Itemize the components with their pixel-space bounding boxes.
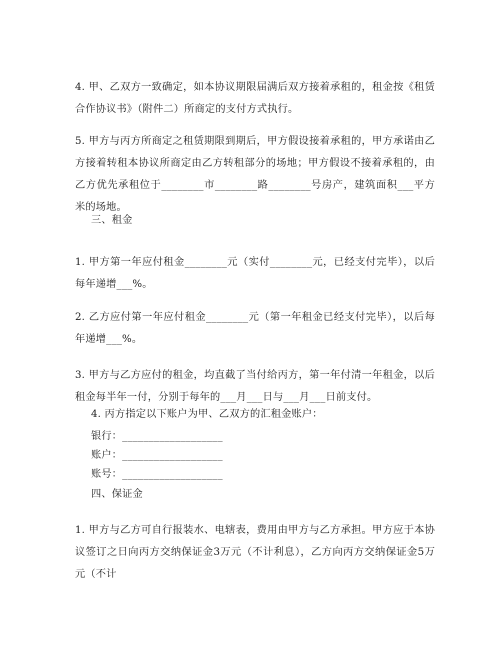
rent-clause-3: 3. 甲方与乙方应付的租金，均直截了当付给丙方，第一年付清一年租金，以后租金每半年一付，分别于每年的___月___日与___月___日前支付。 <box>75 370 435 403</box>
rent-clause-4: 4. 丙方指定以下账户为甲、乙双方的汇租金账户： <box>91 409 323 420</box>
section-3-heading: 三、租金 <box>91 215 133 226</box>
rent-clause-1: 1. 甲方第一年应付租金________元（实付________元，已经支付完毕），以后每年递增___%。 <box>75 257 435 290</box>
deposit-clause-1: 1. 甲方与乙方可自行报装水、电辖表，费用由甲方与乙方承担。甲方应于本协议签订之日向丙方交纳保证金3万元（不计利息），乙方向丙方交纳保证金5万元（不计 <box>75 525 435 580</box>
account-name-field-label: 账户：___________________ <box>91 450 223 461</box>
rent-clause-2: 2. 乙方应付第一年应付租金________元（第一年租金已经支付完毕），以后每年递增___%。 <box>75 312 435 345</box>
bank-field-label: 银行：___________________ <box>91 431 223 442</box>
account-number-field-label: 账号：___________________ <box>91 469 223 480</box>
section-4-heading: 四、保证金 <box>91 489 143 500</box>
clause-5-paragraph: 5. 甲方与丙方所商定之租赁期限到期后，甲方假设接着承租的，甲方承诺由乙方接着转租本协议所商定由乙方转租部分的场地；甲方假设不接着承租的，由乙方优先承租位于________市________路________号房产，建筑面积___平方米的场地。 <box>75 136 435 213</box>
clause-4-paragraph: 4. 甲、乙双方一致确定，如本协议期限届满后双方接着承租的，租金按《租赁合作协议书》（附件二）所商定的支付方式执行。 <box>75 82 435 115</box>
